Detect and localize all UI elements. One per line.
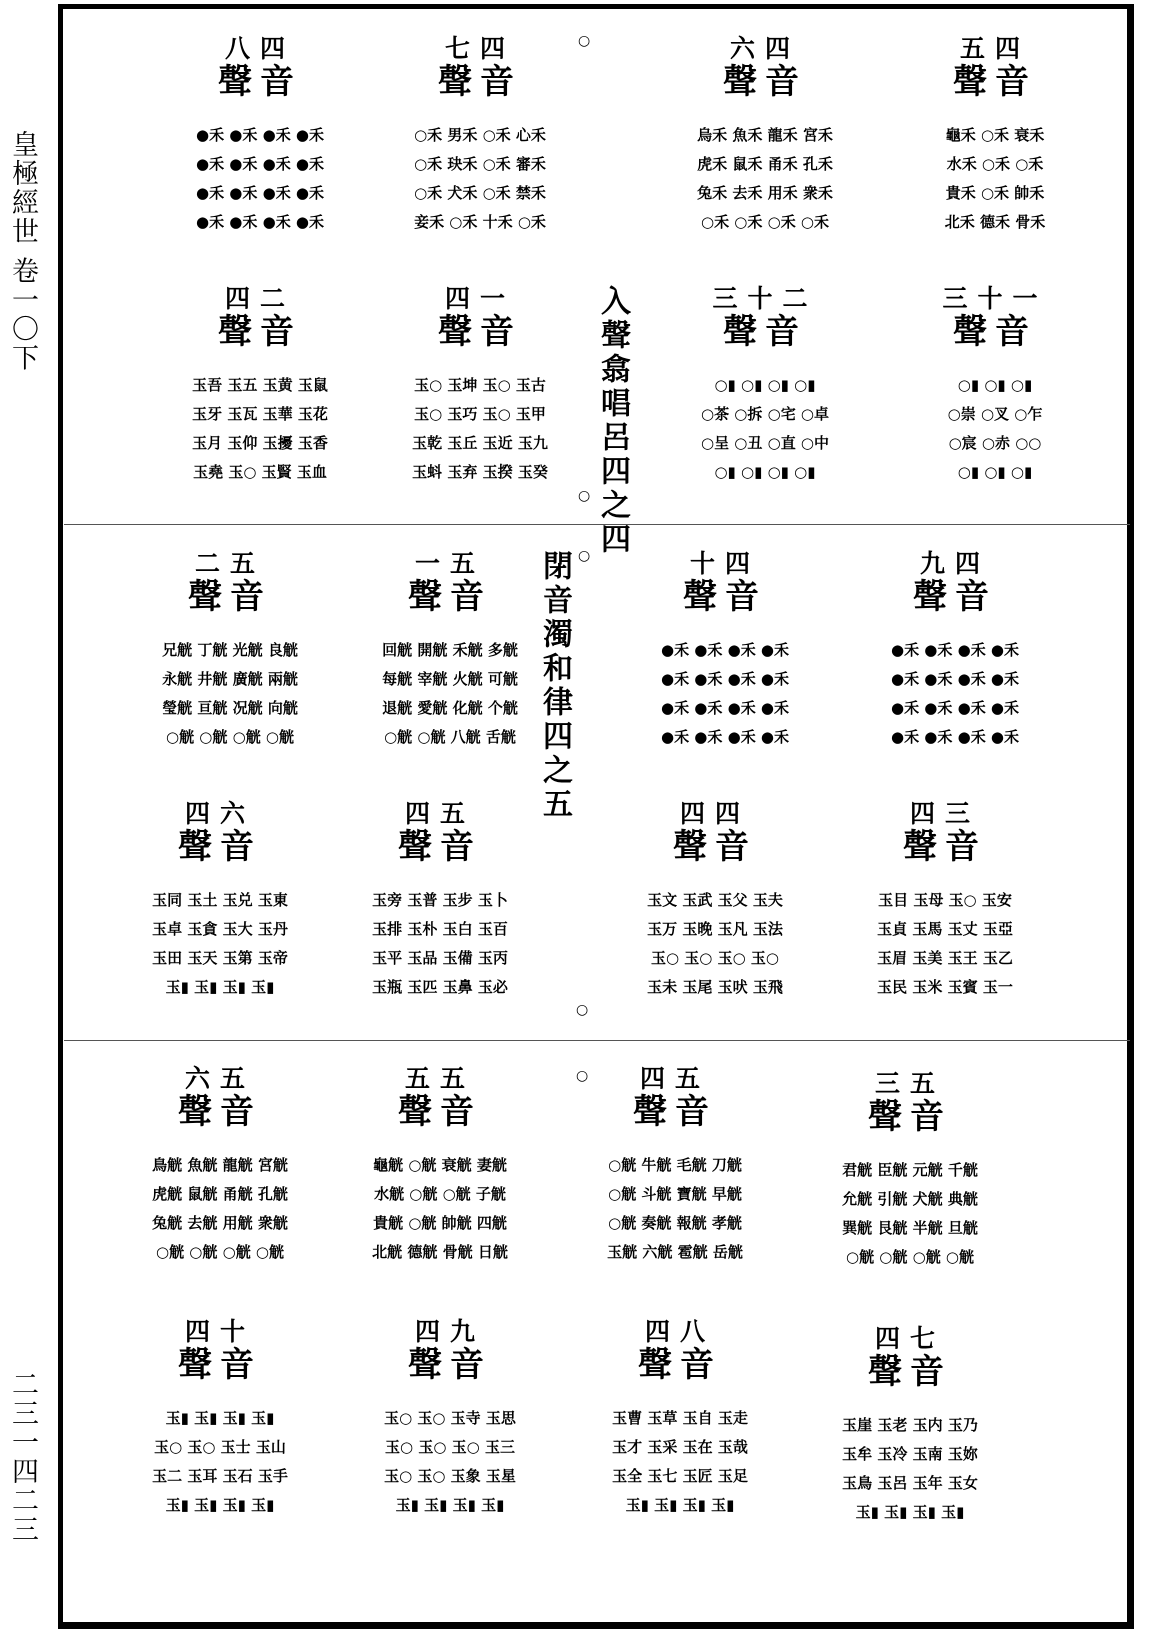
sound-table-block xyxy=(820,800,1070,1002)
table-row: 兄觥 丁觥 光觥 良觥 xyxy=(162,641,298,659)
table-row: 玉牙 玉瓦 玉華 玉花 xyxy=(192,405,328,423)
table-row: 兔觥 去觥 用觥 衆觥 xyxy=(152,1214,288,1232)
table-row: 玉眉 玉美 玉王 玉乙 xyxy=(877,949,1013,967)
section-divider xyxy=(64,1040,1130,1041)
table-row: 玉目 玉母 玉○ 玉安 xyxy=(878,891,1012,909)
table-row: ●禾 ●禾 ●禾 ●禾 xyxy=(660,641,790,659)
circle-mark: ○ xyxy=(578,33,591,49)
table-row: 玉万 玉晚 玉凡 玉法 xyxy=(647,920,783,938)
table-row: 玉田 玉天 玉第 玉帝 xyxy=(152,949,288,967)
table-row: 貴觥 ○觥 帥觥 四觥 xyxy=(373,1214,507,1232)
table-row: 每觥 宰觥 火觥 可觥 xyxy=(382,670,518,688)
block-header-numbers: 三五 xyxy=(874,1069,945,1098)
sound-table-block xyxy=(870,285,1120,487)
table-row: ●禾 ●禾 ●禾 ●禾 xyxy=(890,670,1020,688)
block-header-numbers: 四五 xyxy=(404,799,475,828)
block-header-title: 聲音 xyxy=(218,312,302,352)
table-row: 玉吾 玉五 玉黄 玉鼠 xyxy=(192,376,328,394)
sound-table-block xyxy=(105,550,355,752)
table-row: ○觥 ○觥 八觥 舌觥 xyxy=(384,728,516,746)
table-row: ●禾 ●禾 ●禾 ●禾 xyxy=(195,184,325,202)
sound-table-block xyxy=(135,35,385,237)
table-row: 玉二 玉耳 玉石 玉手 xyxy=(152,1467,288,1485)
middle-column-title-2: 閉音濁和律四之五 xyxy=(537,550,572,822)
table-row: ○崇 ○叉 ○乍 xyxy=(947,405,1043,423)
block-header-title: 聲音 xyxy=(633,1092,717,1132)
table-row: 玉卓 玉貪 玉大 玉丹 xyxy=(152,920,288,938)
table-row: ○呈 ○丑 ○直 ○中 xyxy=(700,434,830,452)
block-header-numbers: 六五 xyxy=(184,1064,255,1093)
table-row: 虎觥 鼠觥 甬觥 孔觥 xyxy=(152,1185,288,1203)
sound-table-block xyxy=(325,550,575,752)
block-header-numbers: 一五 xyxy=(414,549,485,578)
block-header-numbers: 四五 xyxy=(639,1064,710,1093)
table-row: 退觥 愛觥 化觥 个觥 xyxy=(382,699,518,717)
block-header-numbers: 四二 xyxy=(224,284,295,313)
circle-mark: ○ xyxy=(576,1002,589,1018)
block-header-numbers: 三十二 xyxy=(712,284,818,313)
table-row: 玉未 玉尾 玉吠 玉飛 xyxy=(647,978,783,996)
block-header-numbers: 十四 xyxy=(689,549,760,578)
middle-column-title-1: 入聲翕唱呂四之四 xyxy=(595,285,630,557)
table-row: 玉○ 玉坤 玉○ 玉古 xyxy=(414,376,546,394)
sound-table-block xyxy=(640,285,890,487)
block-header-title: 聲音 xyxy=(178,827,262,867)
table-row: 玉▮ 玉▮ 玉▮ 玉▮ xyxy=(855,1503,965,1521)
table-row: 玉曹 玉草 玉自 玉走 xyxy=(612,1409,748,1427)
circle-mark: ○ xyxy=(578,488,591,504)
sound-table-block xyxy=(325,1318,575,1520)
table-row: 水觥 ○觥 ○觥 子觥 xyxy=(374,1185,506,1203)
table-row: ○禾 男禾 ○禾 心禾 xyxy=(414,126,546,144)
table-row: 水禾 ○禾 ○禾 xyxy=(946,155,1044,173)
table-row: ○▮ ○▮ ○▮ ○▮ xyxy=(714,463,816,481)
block-header-title: 聲音 xyxy=(953,62,1037,102)
block-header-title: 聲音 xyxy=(438,312,522,352)
sound-table-block xyxy=(590,800,840,1002)
table-row: 龜觥 ○觥 衰觥 妻觥 xyxy=(373,1156,507,1174)
block-header-numbers: 四十 xyxy=(184,1317,255,1346)
sound-table-block xyxy=(870,35,1120,237)
table-row: 玉鳥 玉呂 玉年 玉女 xyxy=(842,1474,978,1492)
sound-table-block xyxy=(315,1065,565,1267)
table-row: 玉排 玉朴 玉白 玉百 xyxy=(372,920,508,938)
table-row: 玉▮ 玉▮ 玉▮ 玉▮ xyxy=(165,978,275,996)
table-row: 玉同 玉土 玉兑 玉東 xyxy=(152,891,288,909)
block-header-numbers: 五四 xyxy=(959,34,1030,63)
table-row: 永觥 井觥 廣觥 兩觥 xyxy=(162,670,298,688)
sound-table-block xyxy=(95,800,345,1002)
table-row: ○▮ ○▮ ○▮ xyxy=(957,463,1033,481)
table-row: ●禾 ●禾 ●禾 ●禾 xyxy=(890,728,1020,746)
block-header-title: 聲音 xyxy=(868,1352,952,1392)
table-row: 君觥 臣觥 元觥 千觥 xyxy=(842,1161,978,1179)
table-row: ●禾 ●禾 ●禾 ●禾 xyxy=(890,699,1020,717)
table-row: ○觥 ○觥 ○觥 ○觥 xyxy=(155,1243,285,1261)
table-row: ○禾 玦禾 ○禾 審禾 xyxy=(414,155,546,173)
block-header-numbers: 七四 xyxy=(444,34,515,63)
block-header-title: 聲音 xyxy=(438,62,522,102)
table-row: 玉▮ 玉▮ 玉▮ 玉▮ xyxy=(165,1496,275,1514)
table-row: 玉牟 玉冷 玉南 玉妳 xyxy=(842,1445,978,1463)
sound-table-block xyxy=(785,1070,1035,1272)
block-header-numbers: 四六 xyxy=(184,799,255,828)
table-row: 回觥 開觥 禾觥 多觥 xyxy=(382,641,518,659)
table-row: ○宸 ○赤 ○○ xyxy=(948,434,1042,452)
table-row: 玉瓶 玉匹 玉鼻 玉必 xyxy=(372,978,508,996)
table-row: 玉旁 玉普 玉步 玉卜 xyxy=(372,891,508,909)
block-header-numbers: 四七 xyxy=(874,1324,945,1353)
sound-table-block xyxy=(355,35,605,237)
table-row: 玉▮ 玉▮ 玉▮ 玉▮ xyxy=(395,1496,505,1514)
sound-table-block xyxy=(95,1318,345,1520)
table-row: ●禾 ●禾 ●禾 ●禾 xyxy=(660,699,790,717)
table-row: 龜禾 ○禾 衰禾 xyxy=(945,126,1045,144)
sound-table-block xyxy=(600,550,850,752)
sound-table-block xyxy=(550,1065,800,1267)
table-row: ○觥 斗觥 寶觥 早觥 xyxy=(608,1185,742,1203)
block-header-numbers: 六四 xyxy=(729,34,800,63)
block-header-numbers: 九四 xyxy=(919,549,990,578)
circle-mark: ○ xyxy=(576,1068,589,1084)
table-row: 玉堯 玉○ 玉賢 玉血 xyxy=(193,463,327,481)
table-row: ●禾 ●禾 ●禾 ●禾 xyxy=(660,670,790,688)
block-header-title: 聲音 xyxy=(723,312,807,352)
block-header-numbers: 二五 xyxy=(194,549,265,578)
table-row: ○觥 奏觥 報觥 孝觥 xyxy=(608,1214,742,1232)
table-row: 北禾 德禾 骨禾 xyxy=(944,213,1046,231)
block-header-numbers: 四八 xyxy=(644,1317,715,1346)
sound-table-block xyxy=(640,35,890,237)
block-header-numbers: 五五 xyxy=(404,1064,475,1093)
block-header-title: 聲音 xyxy=(903,827,987,867)
block-header-numbers: 四四 xyxy=(679,799,750,828)
block-header-title: 聲音 xyxy=(408,577,492,617)
table-row: 北觥 德觥 骨觥 日觥 xyxy=(372,1243,508,1261)
table-row: 玉月 玉仰 玉擾 玉香 xyxy=(192,434,328,452)
block-header-title: 聲音 xyxy=(913,577,997,617)
block-header-title: 聲音 xyxy=(188,577,272,617)
block-header-numbers: 四九 xyxy=(414,1317,485,1346)
sound-table-block xyxy=(315,800,565,1002)
table-row: ○▮ ○▮ ○▮ ○▮ xyxy=(714,376,816,394)
table-row: 玉才 玉采 玉在 玉哉 xyxy=(612,1438,748,1456)
table-row: ○茶 ○拆 ○宅 ○卓 xyxy=(700,405,830,423)
block-header-numbers: 四三 xyxy=(909,799,980,828)
table-row: ●禾 ●禾 ●禾 ●禾 xyxy=(195,213,325,231)
table-row: ○禾 ○禾 ○禾 ○禾 xyxy=(700,213,830,231)
sound-table-block xyxy=(830,550,1080,752)
table-row: 玉文 玉武 玉父 玉夫 xyxy=(647,891,783,909)
sound-table-block xyxy=(555,1318,805,1520)
table-row: 玉貞 玉馬 玉丈 玉亞 xyxy=(877,920,1013,938)
table-row: ○禾 犬禾 ○禾 禁禾 xyxy=(414,184,546,202)
block-header-title: 聲音 xyxy=(178,1092,262,1132)
page-number: 二三一四二三 xyxy=(7,1370,38,1544)
sound-table-block xyxy=(95,1065,345,1267)
table-row: 玉蚪 玉弃 玉揆 玉癸 xyxy=(412,463,548,481)
table-row: ●禾 ●禾 ●禾 ●禾 xyxy=(195,155,325,173)
block-header-title: 聲音 xyxy=(673,827,757,867)
table-row: ○觥 牛觥 毛觥 刀觥 xyxy=(608,1156,742,1174)
table-row: 玉乾 玉丘 玉近 玉九 xyxy=(412,434,548,452)
block-header-title: 聲音 xyxy=(868,1097,952,1137)
table-row: 妾禾 ○禾 十禾 ○禾 xyxy=(414,213,546,231)
block-header-title: 聲音 xyxy=(398,1092,482,1132)
table-row: 烏禾 魚禾 龍禾 宮禾 xyxy=(697,126,833,144)
block-header-title: 聲音 xyxy=(723,62,807,102)
table-row: 玉▮ 玉▮ 玉▮ 玉▮ xyxy=(625,1496,735,1514)
table-row: 瑩觥 亘觥 况觥 向觥 xyxy=(162,699,298,717)
block-header-title: 聲音 xyxy=(218,62,302,102)
table-row: ●禾 ●禾 ●禾 ●禾 xyxy=(660,728,790,746)
block-header-numbers: 三十一 xyxy=(942,284,1048,313)
table-row: 允觥 引觥 犬觥 典觥 xyxy=(842,1190,978,1208)
table-row: ○▮ ○▮ ○▮ xyxy=(957,376,1033,394)
table-row: 玉崖 玉老 玉内 玉乃 xyxy=(842,1416,978,1434)
table-row: ○觥 ○觥 ○觥 ○觥 xyxy=(845,1248,975,1266)
table-row: ○觥 ○觥 ○觥 ○觥 xyxy=(165,728,295,746)
block-header-title: 聲音 xyxy=(178,1345,262,1385)
table-row: 虎禾 鼠禾 甬禾 孔禾 xyxy=(697,155,833,173)
table-row: 玉○ 玉○ 玉○ 玉三 xyxy=(385,1438,515,1456)
sound-table-block xyxy=(135,285,385,487)
block-header-title: 聲音 xyxy=(398,827,482,867)
block-header-title: 聲音 xyxy=(683,577,767,617)
table-row: 玉○ 玉○ 玉士 玉山 xyxy=(154,1438,286,1456)
sound-table-block xyxy=(355,285,605,487)
table-row: 玉○ 玉巧 玉○ 玉甲 xyxy=(414,405,546,423)
table-row: 玉全 玉七 玉匠 玉足 xyxy=(612,1467,748,1485)
table-row: 鳥觥 魚觥 龍觥 宮觥 xyxy=(152,1156,288,1174)
block-header-title: 聲音 xyxy=(953,312,1037,352)
table-row: 貴禾 ○禾 帥禾 xyxy=(945,184,1045,202)
table-row: 玉○ 玉○ 玉象 玉星 xyxy=(384,1467,516,1485)
block-header-numbers: 八四 xyxy=(224,34,295,63)
table-row: 兔禾 去禾 用禾 衆禾 xyxy=(697,184,833,202)
block-header-numbers: 四一 xyxy=(444,284,515,313)
table-row: ●禾 ●禾 ●禾 ●禾 xyxy=(890,641,1020,659)
table-row: 玉平 玉品 玉備 玉丙 xyxy=(372,949,508,967)
table-row: 玉民 玉米 玉賓 玉一 xyxy=(877,978,1013,996)
block-header-title: 聲音 xyxy=(408,1345,492,1385)
sound-table-block xyxy=(785,1325,1035,1527)
table-row: 玉○ 玉○ 玉○ 玉○ xyxy=(650,949,780,967)
book-title: 皇極經世 卷一〇下 xyxy=(7,130,38,373)
block-header-title: 聲音 xyxy=(638,1345,722,1385)
table-row: 玉▮ 玉▮ 玉▮ 玉▮ xyxy=(165,1409,275,1427)
table-row: 巽觥 艮觥 半觥 旦觥 xyxy=(842,1219,978,1237)
circle-mark: ○ xyxy=(578,548,591,564)
table-row: ●禾 ●禾 ●禾 ●禾 xyxy=(195,126,325,144)
table-row: 玉觥 六觥 雹觥 岳觥 xyxy=(607,1243,743,1261)
table-row: 玉○ 玉○ 玉寺 玉思 xyxy=(384,1409,516,1427)
